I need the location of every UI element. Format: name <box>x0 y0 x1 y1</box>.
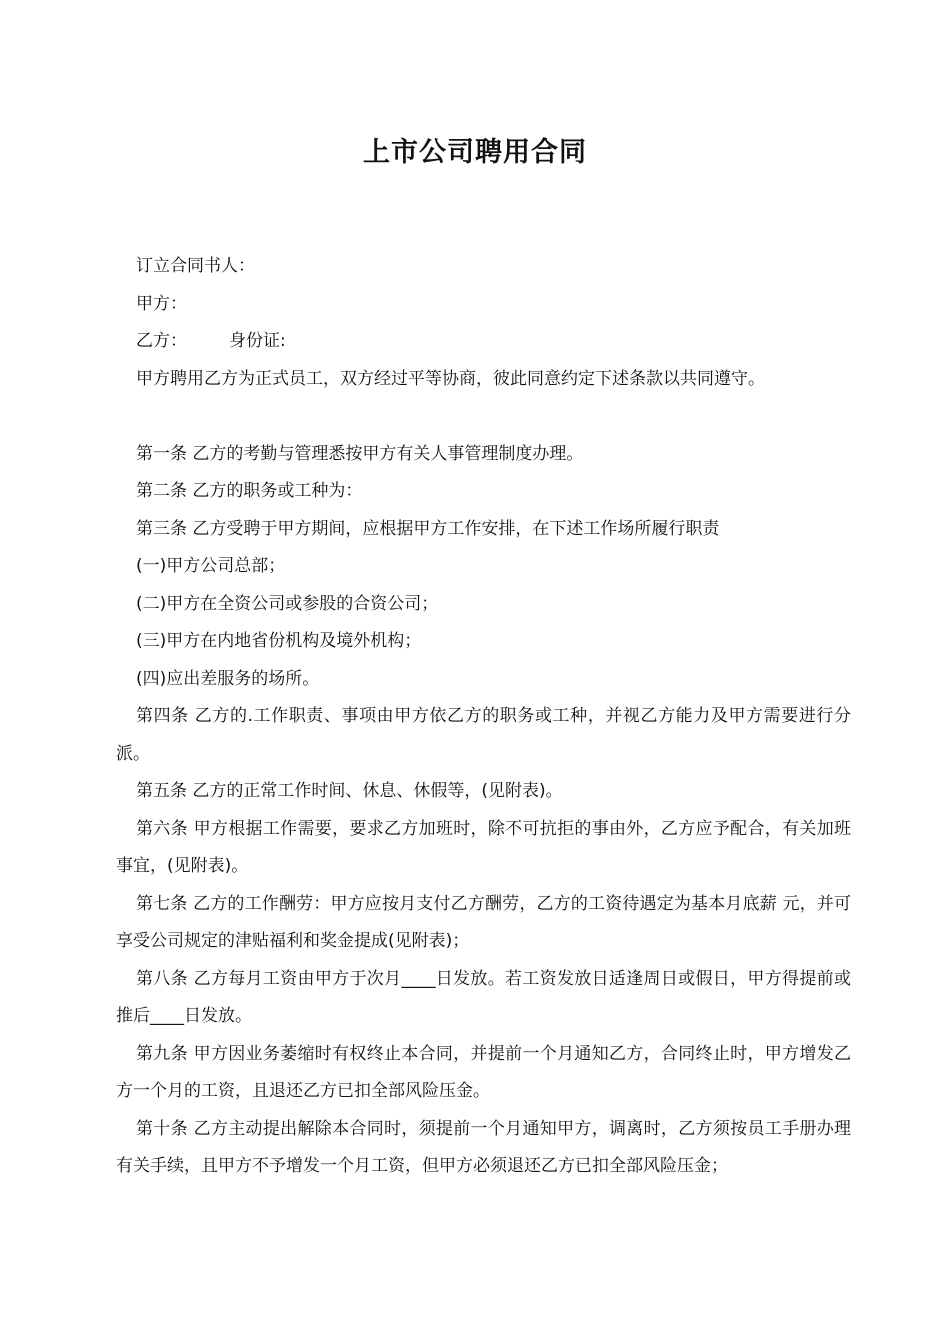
clause-5: 第五条 乙方的正常工作时间、休息、休假等，(见附表)。 <box>136 781 563 801</box>
clause-2: 第二条 乙方的职务或工种为： <box>136 481 363 501</box>
party-b-line <box>116 323 851 361</box>
clause-3-item: (四)应出差服务的场所。 <box>136 668 320 689</box>
document-title: 上市公司聘用合同 <box>363 137 587 168</box>
clause-10: 第十条 乙方主动提出解除本合同时，须提前一个月通知甲方，调离时，乙方须按员工手册办理有关手续，且甲方不予增发一个月工资，但甲方必须退还乙方已扣全部风险压金； <box>116 1118 851 1176</box>
contract-body <box>116 248 851 1186</box>
party-b-label: 乙方： <box>136 331 187 351</box>
clause-8: 第八条 乙方每月工资由甲方于次月____日发放。若工资发放日适逢周日或假日，甲方得提前或推后____日发放。 <box>116 968 851 1026</box>
clause-9: 第九条 甲方因业务萎缩时有权终止本合同，并提前一个月通知乙方，合同终止时，甲方增发乙方一个月的工资，且退还乙方已扣全部风险压金。 <box>116 1043 851 1101</box>
clause-1: 第一条 乙方的考勤与管理悉按甲方有关人事管理制度办理。 <box>136 443 584 464</box>
clause-6: 第六条 甲方根据工作需要，要求乙方加班时，除不可抗拒的事由外，乙方应予配合，有关加班事宜，(见附表)。 <box>116 818 851 876</box>
clause-4: 第四条 乙方的.工作职责、事项由甲方依乙方的职务或工种，并视乙方能力及甲方需要进行分派。 <box>116 706 851 764</box>
signatories-line: 订立合同书人： <box>136 256 255 276</box>
party-a-line: 甲方： <box>136 293 187 314</box>
clause-3-item: (二)甲方在全资公司或参股的合资公司； <box>136 593 439 614</box>
clause-7: 第七条 乙方的工作酬劳：甲方应按月支付乙方酬劳，乙方的工资待遇定为基本月底薪 元，并可享受公司规定的津贴福利和奖金提成(见附表)； <box>116 893 851 951</box>
clause-3-item: (三)甲方在内地省份机构及境外机构； <box>136 631 422 651</box>
id-card-label: 身份证: <box>229 331 286 351</box>
section-gap <box>116 398 851 436</box>
preamble: 甲方聘用乙方为正式员工，双方经过平等协商，彼此同意约定下述条款以共同遵守。 <box>136 368 765 389</box>
clause-3: 第三条 乙方受聘于甲方期间，应根据甲方工作安排，在下述工作场所履行职责 <box>136 518 720 539</box>
clause-3-item: (一)甲方公司总部； <box>136 556 286 576</box>
